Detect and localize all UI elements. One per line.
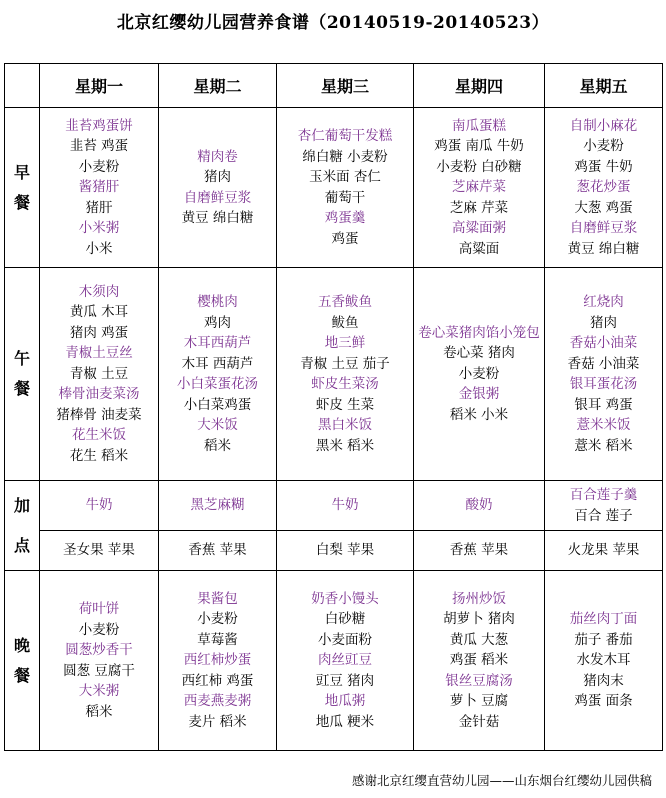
ingredient-line: 绵白糖 小麦粉 bbox=[302, 148, 388, 165]
ingredient-line: 鸡肉 bbox=[204, 314, 231, 331]
ingredient-line: 猪肝 bbox=[85, 199, 113, 216]
ingredient-line: 银耳 鸡蛋 bbox=[574, 396, 633, 413]
dish-name: 牛奶 bbox=[331, 497, 359, 514]
meal-label-snack bbox=[5, 481, 40, 571]
snack-am-cell bbox=[40, 481, 159, 531]
dish-name: 黑白米饭 bbox=[318, 417, 372, 433]
day-header-tue: 星期二 bbox=[159, 64, 277, 108]
day-header-fri: 星期五 bbox=[545, 64, 663, 108]
dish-name: 薏米米饭 bbox=[576, 417, 631, 433]
dish-name: 樱桃肉 bbox=[197, 294, 238, 310]
dinner-cell bbox=[414, 571, 545, 751]
ingredient-line: 大葱 鸡蛋 bbox=[574, 199, 633, 216]
dish-name: 葱花炒蛋 bbox=[576, 179, 631, 196]
breakfast-cell bbox=[545, 108, 663, 268]
ingredient-line: 小白菜鸡蛋 bbox=[183, 396, 252, 413]
ingredient-line: 小麦粉 bbox=[197, 611, 238, 628]
dinner-cell bbox=[277, 571, 414, 751]
ingredient-line: 茄子 番茄 bbox=[574, 631, 633, 648]
ingredient-line: 香蕉 苹果 bbox=[188, 542, 247, 559]
ingredient-line: 香蕉 苹果 bbox=[449, 542, 509, 559]
ingredient-line: 白梨 苹果 bbox=[315, 542, 375, 559]
ingredient-line: 猪肉 bbox=[204, 169, 231, 185]
ingredient-line: 高粱面 bbox=[458, 240, 500, 257]
snack-am-cell bbox=[545, 481, 663, 531]
dish-name: 牛奶 bbox=[85, 497, 113, 514]
breakfast-cell bbox=[414, 108, 545, 268]
breakfast-cell bbox=[277, 108, 414, 268]
ingredient-line: 小米 bbox=[85, 240, 113, 257]
ingredient-line: 胡萝卜 猪肉 bbox=[443, 611, 515, 628]
day-header-mon: 星期一 bbox=[40, 64, 159, 108]
dinner-cell bbox=[40, 571, 159, 751]
menu-table bbox=[4, 63, 663, 751]
lunch-cell bbox=[277, 268, 414, 481]
dish-name: 五香鲅鱼 bbox=[318, 294, 372, 310]
ingredient-line: 猪肉末 bbox=[583, 672, 624, 689]
dish-name: 青椒土豆丝 bbox=[65, 345, 133, 362]
ingredient-line: 木耳 西葫芦 bbox=[181, 355, 254, 372]
ingredient-line: 青椒 土豆 bbox=[69, 365, 129, 382]
page-title: 北京红缨幼儿园营养食谱（20140519-20140523） bbox=[116, 13, 550, 33]
dish-name: 木须肉 bbox=[78, 283, 120, 300]
dish-name: 圆葱炒香干 bbox=[65, 642, 133, 658]
dish-name: 高粱面粥 bbox=[452, 220, 506, 237]
ingredient-line: 鸡蛋 南瓜 牛奶 bbox=[434, 138, 524, 155]
dish-name: 花生米饭 bbox=[72, 427, 126, 444]
dish-name: 南瓜蛋糕 bbox=[452, 117, 506, 134]
dish-name: 酱猪肝 bbox=[78, 179, 120, 196]
breakfast-row bbox=[5, 108, 663, 268]
dish-name: 大米饭 bbox=[197, 417, 238, 433]
ingredient-line: 稻米 小米 bbox=[449, 406, 509, 423]
dish-name: 自制小麻花 bbox=[569, 117, 638, 134]
ingredient-line: 玉米面 杏仁 bbox=[309, 169, 381, 185]
dish-name: 香菇小油菜 bbox=[569, 335, 638, 351]
ingredient-line: 鸡蛋 牛奶 bbox=[574, 158, 633, 175]
meal-label-char: 餐 bbox=[13, 379, 30, 398]
dish-name: 银耳蛋花汤 bbox=[569, 376, 638, 392]
dish-name: 奶香小馒头 bbox=[311, 590, 379, 607]
meal-label-char: 午 bbox=[13, 349, 30, 368]
ingredient-line: 稻米 bbox=[204, 437, 231, 454]
meal-label-char: 点 bbox=[13, 535, 30, 555]
lunch-cell bbox=[40, 268, 159, 481]
ingredient-line: 黄豆 绵白糖 bbox=[181, 210, 254, 226]
dish-name: 红烧肉 bbox=[583, 294, 624, 310]
ingredient-line: 芝麻 芹菜 bbox=[449, 199, 509, 216]
dish-name: 虾皮生菜汤 bbox=[311, 376, 379, 392]
dish-name: 自磨鲜豆浆 bbox=[183, 189, 252, 206]
ingredient-line: 萝卜 豆腐 bbox=[449, 693, 509, 710]
ingredient-line: 黄瓜 木耳 bbox=[69, 304, 129, 321]
snack-pm-row bbox=[5, 531, 663, 571]
lunch-cell bbox=[414, 268, 545, 481]
dish-name: 茄丝肉丁面 bbox=[569, 611, 638, 628]
ingredient-line: 黑米 稻米 bbox=[315, 437, 375, 454]
day-header-wed: 星期三 bbox=[277, 64, 414, 108]
dish-name: 西麦燕麦粥 bbox=[183, 693, 252, 710]
ingredient-line: 鲅鱼 bbox=[331, 314, 359, 331]
snack-am-cell bbox=[277, 481, 414, 531]
breakfast-cell bbox=[40, 108, 159, 268]
ingredient-line: 小麦粉 白砂糖 bbox=[436, 158, 522, 175]
meal-label-breakfast bbox=[5, 108, 40, 268]
dish-name: 韭苔鸡蛋饼 bbox=[65, 117, 133, 134]
dish-name: 荷叶饼 bbox=[78, 601, 120, 617]
ingredient-line: 黄瓜 大葱 bbox=[449, 631, 509, 648]
dish-name: 自磨鲜豆浆 bbox=[569, 220, 638, 237]
ingredient-line: 圆葱 豆腐干 bbox=[63, 662, 135, 679]
dish-name: 精肉卷 bbox=[197, 148, 238, 165]
dish-name: 棒骨油麦菜汤 bbox=[58, 386, 140, 403]
ingredient-line: 青椒 土豆 茄子 bbox=[300, 355, 390, 372]
ingredient-line: 百合 莲子 bbox=[574, 507, 633, 524]
snack-am-row bbox=[5, 481, 663, 531]
ingredient-line: 香菇 小油菜 bbox=[567, 355, 640, 372]
dish-name: 杏仁葡萄干发糕 bbox=[297, 128, 393, 144]
snack-pm-cell bbox=[277, 531, 414, 571]
corner-cell bbox=[5, 64, 40, 108]
lunch-cell bbox=[159, 268, 277, 481]
snack-pm-cell bbox=[545, 531, 663, 571]
ingredient-line: 小麦粉 bbox=[78, 158, 120, 175]
dish-name: 黑芝麻糊 bbox=[190, 497, 245, 514]
dish-name: 地三鲜 bbox=[324, 335, 366, 351]
meal-label-lunch bbox=[5, 268, 40, 481]
dinner-row bbox=[5, 571, 663, 751]
ingredient-line: 韭苔 鸡蛋 bbox=[69, 138, 129, 155]
breakfast-cell bbox=[159, 108, 277, 268]
ingredient-line: 薏米 稻米 bbox=[574, 437, 633, 454]
ingredient-line: 金针菇 bbox=[458, 713, 500, 730]
snack-am-cell bbox=[414, 481, 545, 531]
snack-pm-cell bbox=[159, 531, 277, 571]
ingredient-line: 黄豆 绵白糖 bbox=[567, 240, 640, 257]
ingredient-line: 火龙果 苹果 bbox=[567, 542, 640, 559]
footer-credit: 感谢北京红缨直营幼儿园——山东烟台红缨幼儿园供稿 bbox=[351, 773, 652, 788]
meal-label-char: 早 bbox=[13, 162, 30, 182]
snack-pm-cell bbox=[40, 531, 159, 571]
dish-name: 小白菜蛋花汤 bbox=[177, 376, 258, 392]
ingredient-line: 卷心菜 猪肉 bbox=[443, 345, 515, 362]
meal-label-char: 加 bbox=[13, 495, 30, 515]
dish-name: 肉丝豇豆 bbox=[318, 652, 372, 669]
lunch-row bbox=[5, 268, 663, 481]
ingredient-line: 葡萄干 bbox=[324, 189, 366, 206]
ingredient-line: 草莓酱 bbox=[197, 631, 238, 648]
meal-label-char: 餐 bbox=[13, 192, 30, 212]
ingredient-line: 虾皮 生菜 bbox=[315, 396, 375, 413]
dinner-cell bbox=[545, 571, 663, 751]
ingredient-line: 鸡蛋 面条 bbox=[574, 693, 633, 710]
dish-name: 鸡蛋羹 bbox=[324, 210, 366, 226]
day-header-thu: 星期四 bbox=[414, 64, 545, 108]
ingredient-line: 白砂糖 bbox=[324, 611, 366, 628]
ingredient-line: 地瓜 粳米 bbox=[315, 713, 375, 730]
meal-label-char: 餐 bbox=[13, 665, 30, 685]
dish-name: 木耳西葫芦 bbox=[183, 335, 252, 351]
ingredient-line: 圣女果 苹果 bbox=[63, 542, 135, 559]
dish-name: 扬州炒饭 bbox=[452, 590, 506, 607]
ingredient-line: 花生 稻米 bbox=[69, 447, 129, 464]
ingredient-line: 稻米 bbox=[85, 703, 113, 720]
ingredient-line: 猪肉 bbox=[590, 314, 617, 331]
dish-name: 西红柿炒蛋 bbox=[183, 652, 252, 669]
dish-name: 银丝豆腐汤 bbox=[445, 672, 513, 689]
header-row bbox=[5, 64, 663, 108]
ingredient-line: 鸡蛋 bbox=[331, 230, 359, 247]
ingredient-line: 小麦粉 bbox=[78, 621, 120, 638]
dish-name: 卷心菜猪肉馅小笼包 bbox=[418, 324, 540, 341]
dish-name: 百合莲子羹 bbox=[569, 487, 638, 503]
dish-name: 芝麻芹菜 bbox=[452, 179, 506, 196]
ingredient-line: 西红柿 鸡蛋 bbox=[181, 672, 254, 689]
dish-name: 地瓜粥 bbox=[324, 693, 366, 710]
ingredient-line: 小麦面粉 bbox=[318, 631, 372, 648]
ingredient-line: 小麦粉 bbox=[458, 365, 500, 382]
lunch-cell bbox=[545, 268, 663, 481]
ingredient-line: 小麦粉 bbox=[583, 138, 624, 155]
ingredient-line: 猪肉 鸡蛋 bbox=[69, 324, 129, 341]
snack-pm-cell bbox=[414, 531, 545, 571]
snack-am-cell bbox=[159, 481, 277, 531]
dinner-cell bbox=[159, 571, 277, 751]
dish-name: 果酱包 bbox=[197, 590, 238, 607]
ingredient-line: 猪棒骨 油麦菜 bbox=[56, 406, 142, 423]
dish-name: 小米粥 bbox=[78, 220, 120, 237]
meal-label-char: 晚 bbox=[13, 635, 30, 655]
ingredient-line: 麦片 稻米 bbox=[188, 713, 247, 730]
ingredient-line: 豇豆 猪肉 bbox=[315, 672, 375, 689]
dish-name: 酸奶 bbox=[465, 497, 493, 514]
meal-label-dinner bbox=[5, 571, 40, 751]
dish-name: 大米粥 bbox=[78, 683, 120, 699]
ingredient-line: 鸡蛋 稻米 bbox=[449, 652, 509, 669]
ingredient-line: 水发木耳 bbox=[576, 652, 631, 669]
dish-name: 金银粥 bbox=[458, 386, 500, 403]
